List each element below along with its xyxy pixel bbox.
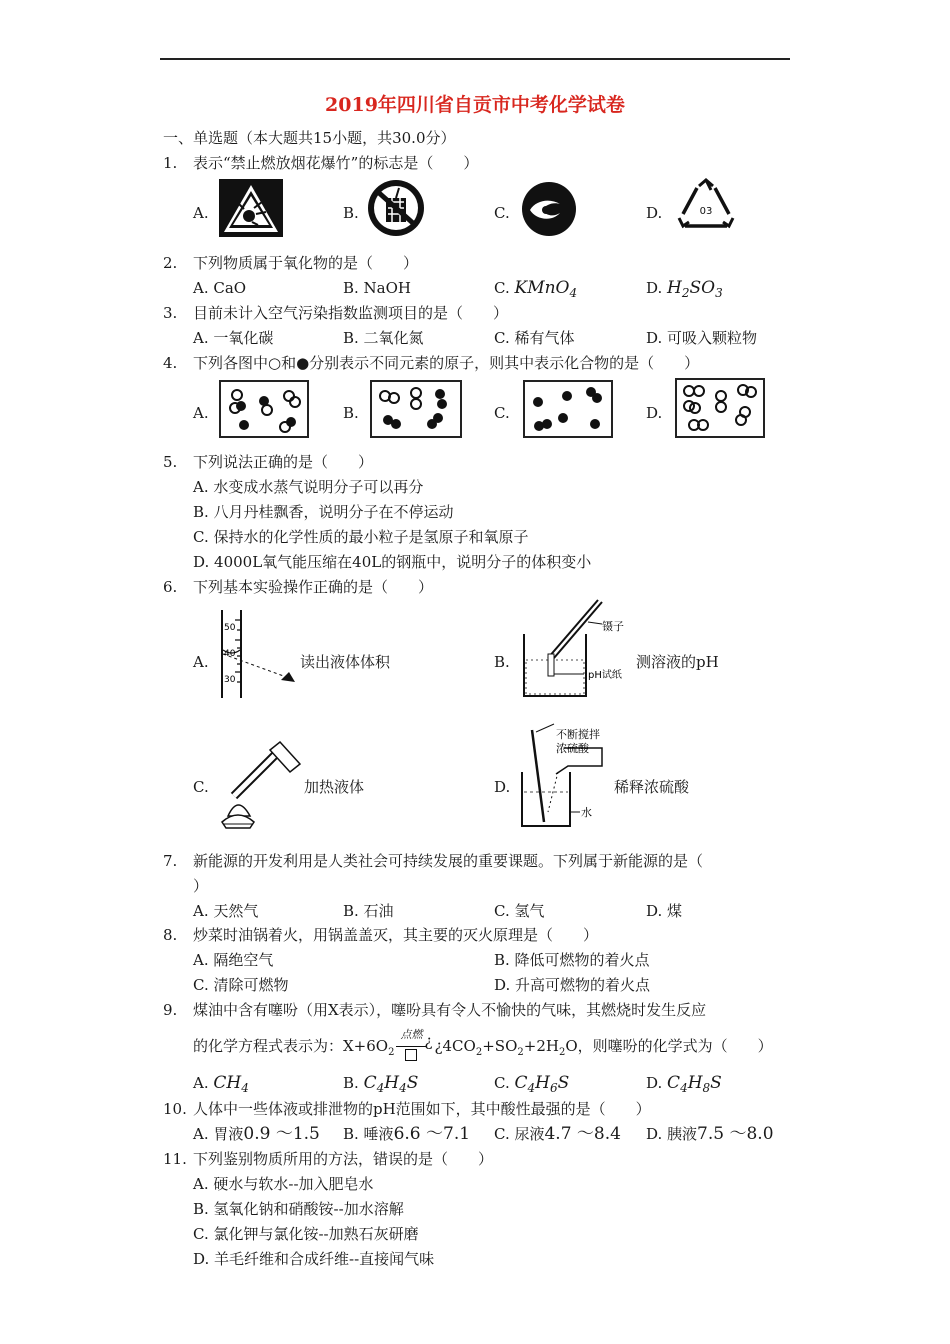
q1-option-d[interactable]: D. <box>646 204 663 222</box>
q11-option-b[interactable]: B. 氢氧化钠和硝酸铵--加水溶解 <box>193 1200 404 1218</box>
q8-number: 8. <box>163 926 178 944</box>
q9-option-d[interactable]: D. $C_4H_8S$ <box>646 1073 722 1095</box>
q9-equation-line: 的化学方程式表示为：$X+6O_2$ 点燃 ¿ ¿$4CO_2+SO_2+2H_2O$，则噻吩的化学式为（ ） <box>193 1036 773 1063</box>
q3-option-d[interactable]: D. 可吸入颗粒物 <box>646 329 758 347</box>
explosive-warning-icon <box>218 178 284 238</box>
section-heading: 一、单选题（本大题共15小题，共30.0分） <box>163 129 456 147</box>
q5-option-c[interactable]: C. 保持水的化学性质的最小粒子是氢原子和氧原子 <box>193 528 529 546</box>
svg-text:pH试纸: pH试纸 <box>588 670 622 681</box>
q2-option-b[interactable]: B. NaOH <box>343 279 412 297</box>
q6-option-a[interactable]: A. <box>193 653 209 671</box>
q1-option-a[interactable]: A. <box>193 204 209 222</box>
q6-b-caption: 测溶液的pH <box>636 653 719 671</box>
q7-stem-end: ） <box>193 877 209 895</box>
q2-option-a[interactable]: A. CaO <box>193 279 247 297</box>
q6-number: 6. <box>163 578 178 596</box>
q10-option-d[interactable]: D. 胰液7.5 ～8.0 <box>646 1124 774 1144</box>
q10-option-a[interactable]: A. 胃液0.9 ～1.5 <box>193 1124 320 1144</box>
q3-number: 3. <box>163 304 178 322</box>
q9-option-b[interactable]: B. $C_4H_4S$ <box>343 1073 419 1095</box>
q4-stem: 下列各图中○和●分别表示不同元素的原子，则其中表示化合物的是（ ） <box>193 354 700 372</box>
q8-option-b[interactable]: B. 降低可燃物的着火点 <box>494 951 650 969</box>
svg-text:30: 30 <box>224 675 236 685</box>
q5-stem: 下列说法正确的是（ ） <box>193 453 374 471</box>
graduated-cylinder-figure <box>215 606 305 700</box>
q11-number: 11. <box>163 1150 187 1168</box>
exam-title: 2019年四川省自贡市中考化学试卷 <box>325 94 625 116</box>
q1-option-c[interactable]: C. <box>494 204 510 222</box>
particle-box-b <box>370 380 462 438</box>
q5-number: 5. <box>163 453 178 471</box>
recycle-icon <box>675 178 737 236</box>
q7-option-b[interactable]: B. 石油 <box>343 902 394 920</box>
q2-stem: 下列物质属于氧化物的是（ ） <box>193 254 419 272</box>
q8-option-d[interactable]: D. 升高可燃物的着火点 <box>494 976 651 994</box>
q8-stem: 炒菜时油锅着火，用锅盖盖灭，其主要的灭火原理是（ ） <box>193 926 599 944</box>
q3-stem: 目前未计入空气污染指数监测项目的是（ ） <box>193 304 509 322</box>
q1-stem: 表示“禁止燃放烟花爆竹”的标志是（ ） <box>193 154 479 172</box>
svg-text:50: 50 <box>224 623 236 633</box>
q11-option-a[interactable]: A. 硬水与软水--加入肥皂水 <box>193 1175 374 1193</box>
q7-option-a[interactable]: A. 天然气 <box>193 902 259 920</box>
q3-option-a[interactable]: A. 一氧化碳 <box>193 329 274 347</box>
ph-test-figure <box>518 598 638 702</box>
q4-option-a[interactable]: A. <box>193 404 209 422</box>
q10-option-c[interactable]: C. 尿液4.7 ～8.4 <box>494 1124 621 1144</box>
q9-stem: 煤油中含有噻吩（用X表示），噻吩具有令人不愉快的气味，其燃烧时发生反应 <box>193 1001 707 1019</box>
no-firecrackers-icon <box>366 178 426 238</box>
reaction-condition: 点燃 ¿ <box>394 1037 434 1057</box>
q7-option-d[interactable]: D. 煤 <box>646 902 683 920</box>
q4-option-c[interactable]: C. <box>494 404 510 422</box>
q8-option-c[interactable]: C. 清除可燃物 <box>193 976 289 994</box>
heating-liquid-figure <box>214 738 304 830</box>
q10-number: 10. <box>163 1100 187 1118</box>
recycle-number: 03 <box>699 206 713 217</box>
q6-stem: 下列基本实验操作正确的是（ ） <box>193 578 434 596</box>
q10-option-b[interactable]: B. 唾液6.6 ～7.1 <box>343 1124 471 1144</box>
q9-number: 9. <box>163 1001 178 1019</box>
q5-option-a[interactable]: A. 水变成水蒸气说明分子可以再分 <box>193 478 424 496</box>
svg-text:不断搅拌: 不断搅拌 <box>556 728 600 741</box>
q2-option-d[interactable]: D. $H_2SO_3$ <box>646 278 723 300</box>
q6-a-caption: 读出液体体积 <box>300 653 391 671</box>
q2-option-c[interactable]: C. KMnO$_4$ <box>494 278 578 300</box>
q9-option-a[interactable]: A. $CH_4$ <box>193 1073 249 1095</box>
q4-number: 4. <box>163 354 178 372</box>
q7-number: 7. <box>163 852 178 870</box>
q6-option-b[interactable]: B. <box>494 653 510 671</box>
q1-option-b[interactable]: B. <box>343 204 359 222</box>
q5-option-b[interactable]: B. 八月丹桂飘香，说明分子在不停运动 <box>193 503 454 521</box>
q3-option-c[interactable]: C. 稀有气体 <box>494 329 575 347</box>
particle-box-d <box>675 378 765 438</box>
particle-box-a <box>219 380 309 438</box>
q1-number: 1. <box>163 154 178 172</box>
q6-option-c[interactable]: C. <box>193 778 209 796</box>
svg-text:镊子: 镊子 <box>602 620 624 633</box>
q3-option-b[interactable]: B. 二氧化氮 <box>343 329 424 347</box>
q7-stem: 新能源的开发利用是人类社会可持续发展的重要课题。下列属于新能源的是（ <box>193 852 704 870</box>
q2-number: 2. <box>163 254 178 272</box>
svg-text:浓硫酸: 浓硫酸 <box>556 742 589 755</box>
particle-box-c <box>523 380 613 438</box>
q5-option-d[interactable]: D. 4000L氧气能压缩在40L的钢瓶中，说明分子的体积变小 <box>193 553 592 571</box>
q6-option-d[interactable]: D. <box>494 778 511 796</box>
q4-option-b[interactable]: B. <box>343 404 359 422</box>
q9-option-c[interactable]: C. $C_4H_6S$ <box>494 1073 570 1095</box>
q11-stem: 下列鉴别物质所用的方法，错误的是（ ） <box>193 1150 494 1168</box>
q8-option-a[interactable]: A. 隔绝空气 <box>193 951 274 969</box>
q11-option-d[interactable]: D. 羊毛纤维和合成纤维--直接闻气味 <box>193 1250 435 1268</box>
top-rule <box>160 58 790 60</box>
q6-d-caption: 稀释浓硫酸 <box>614 778 690 796</box>
q11-option-c[interactable]: C. 氯化钾与氯化铵--加熟石灰研磨 <box>193 1225 419 1243</box>
svg-text:40: 40 <box>224 649 236 659</box>
q4-option-d[interactable]: D. <box>646 404 663 422</box>
water-saving-icon <box>520 180 578 238</box>
q10-stem: 人体中一些体液或排泄物的pH范围如下，其中酸性最强的是（ ） <box>193 1100 651 1118</box>
q7-option-c[interactable]: C. 氢气 <box>494 902 545 920</box>
q6-c-caption: 加热液体 <box>304 778 365 796</box>
svg-text:水: 水 <box>581 806 592 819</box>
